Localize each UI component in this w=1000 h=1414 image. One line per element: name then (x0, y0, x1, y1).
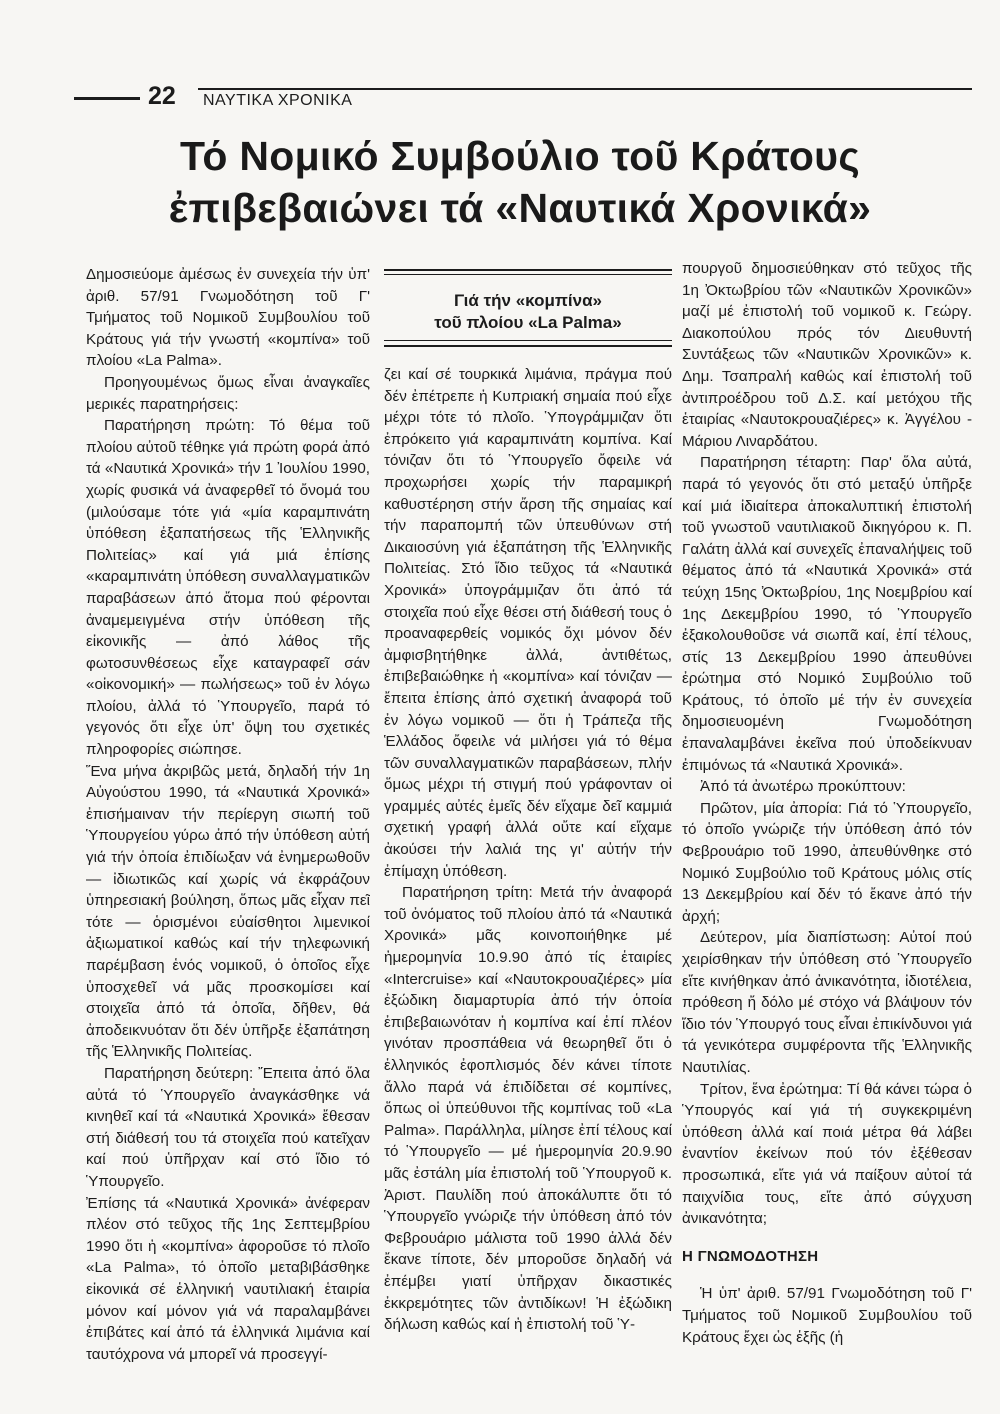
column-2-body (384, 364, 672, 1336)
paragraph: Παρατήρηση δεύτερη: Ἔπειτα ἀπό ὅλα αὐτά τό Ὑπουργεῖο ἀναγκάσθηκε νά κινηθεῖ καί τά «Ναυτικά Χρονικά» ἔθεσαν στή διάθεσή του τά στοιχεῖα πού κατεῖχαν καί πού ὑπῆρχαν καί στό ἴδιο τό Ὑπουργεῖο. (86, 1064, 370, 1190)
subhead-line-1: Γιά τήν «κομπίνα» (454, 291, 602, 310)
paragraph: Ἕνα μήνα ἀκριβῶς μετά, δηλαδή τήν 1η Αὐγούστου 1990, τά «Ναυτικά Χρονικά» ἐπισήμαιναν τήν περίεργη σιωπή τοῦ Ὑπουργείου γύρω ἀπό τήν ὑπόθεση αὐτή γιά τήν ὁποία ἐπιδίωξαν νά ἐνημερωθοῦν — ἰδιωτικῶς καί χωρίς νά ἐκφράζουν ὑπηρεσιακή βούληση, ὅπως μᾶς εἶχαν πεῖ τότε — ὁρισμένοι εὐαίσθητοι λιμενικοί ἀξιωματικοί καθώς καί τήν τηλεφωνική παρέμβαση ἑνός νομικοῦ, ὁ ὁποῖος εἶχε ὑποσχεθεῖ νά μᾶς προσκομίσει καί στοιχεῖα ἀπό τά ὁποῖα, δῆθεν, θά ἀποδεικνυόταν ὅτι δέν ὑπῆρξε ἐξαπάτηση τῆς Ἑλληνικῆς Πολιτείας. (86, 762, 370, 1061)
paragraph: Παρατήρηση τέταρτη: Παρ' ὅλα αὐτά, παρά τό γεγονός ὅτι στό μεταξύ ὑπῆρξε καί μιά ἰδιαίτερα ἀποκαλυπτική ἐπιστολή τοῦ γνωστοῦ ναυτιλιακοῦ δικηγόρου κ. Π. Γαλάτη ἀλλά καί συνεχεῖς ἐπαναλήψεις τοῦ θέματος ἀπό τά «Ναυτικά Χρονικά» στά τεύχη 15ης Ὀκτωβρίου, 1ης Νοεμβρίου καί 1ης Δεκεμβρίου 1990, τό Ὑπουργεῖο ἐξακολουθοῦσε νά σιωπᾶ καί, ἐπί τέλους, στίς 13 Δεκεμβρίου 1990 ἀπευθύνει ἐρώτημα στό Νομικό Συμβούλιο τοῦ Κράτους, τό ὁποῖο μέ τήν ἐν συνεχεία δημοσιευομένη Γνωμοδότηση ἐπαναλαμβάνει ἐκεῖνα πού ὑποδείκνυαν ἐπιμόνως τά «Ναυτικά Χρονικά». (682, 454, 972, 774)
subhead-rule (384, 274, 672, 275)
paragraph: Δημοσιεύομε ἀμέσως ἐν συνεχεία τήν ὑπ' ἀριθ. 57/91 Γνωμοδότηση τοῦ Γ' Τμήματος τοῦ Νομικοῦ Συμβουλίου τοῦ Κράτους γιά τήν γνωστή «κομπίνα» τοῦ πλοίου «La Palma». (86, 266, 370, 370)
paragraph: Παρατήρηση τρίτη: Μετά τήν ἀναφορά τοῦ ὀνόματος τοῦ πλοίου ἀπό τά «Ναυτικά Χρονικά» μᾶς κοινοποιήθηκε μέ ἡμερομηνία 10.9.90 ἀπό τίς ἑταιρίες «Intercruise» καί «Ναυτοκρουαζιέρες» μία ἐξώδικη διαμαρτυρία ἀπό τήν ὁποία ἐπιβεβαιωνόταν ἡ κομπίνα καί ἐπί πλέον γινόταν προσπάθεια νά θεωρηθεῖ ὅτι ὁ ἑλληνικός ἐφοπλισμός δέν κάνει τίποτε ἄλλο παρά νά ἐπιδίδεται σέ κομπίνες, ὅπως οἱ ὑπεύθυνοι τῆς κομπίνας τοῦ «La Palma». Παράλληλα, μίλησε ἐπί τέλους καί τό Ὑπουργεῖο — μέ ἡμερομηνία 20.9.90 μᾶς ἐστάλη μία ἐπιστολή τοῦ Ὑπουργοῦ κ. Ἀριστ. Παυλίδη πού ἀποκάλυπτε ὅτι τό Ὑπουργεῖο γνώριζε τήν ὑπόθεση ἀπό τόν Φεβρουάριο μάλιστα τοῦ 1990 ἀλλά δέν ἔκανε τίποτε, δέν μποροῦσε δηλαδή νά ἐπέμβει γιατί ὑπῆρχαν δικαστικές ἐκκρεμότητες τῶν ἀντιδίκων! Ἡ ἐξώδικη δήλωση καθώς καί ἡ ἐπιστολή τοῦ Ὑ- (384, 884, 672, 1334)
publication-name: ΝΑΥΤΙΚΑ ΧΡΟΝΙΚΑ (203, 92, 353, 109)
paragraph: Ἀπό τά ἀνωτέρω προκύπτουν: (700, 778, 906, 796)
article-headline (150, 130, 890, 234)
paragraph: Προηγουμένως ὅμως εἶναι ἀναγκαῖες μερικές παρατηρήσεις: (86, 373, 370, 413)
page-number: 22 (148, 82, 176, 110)
header-rule (198, 88, 972, 90)
subhead-line-2: τοῦ πλοίου «La Palma» (434, 313, 622, 332)
column-2 (384, 264, 672, 1414)
paragraph: Ἐπίσης τά «Ναυτικά Χρονικά» ἀνέφεραν πλέον στό τεῦχος τῆς 1ης Σεπτεμβρίου 1990 ὅτι ἡ «κομπίνα» ἀφοροῦσε τό πλοῖο «La Palma», τό ὁποῖο μεταβιβάσθηκε εἰκονικά σέ ἑλληνική ναυτιλιακή ἑταιρία μόνον καί μόνον γιά νά παραλαμβάνει ἐπιβάτες καί ἀπό τά ἑλληνικά λιμάνια καί ταυτόχρονα νά μπορεῖ νά προσεγγί- (86, 1194, 370, 1363)
paragraph: Παρατήρηση πρώτη: Τό θέμα τοῦ πλοίου αὐτοῦ τέθηκε γιά πρώτη φορά ἀπό τά «Ναυτικά Χρονικά» τήν 1 Ἰουλίου 1990, χωρίς φυσικά νά ἀναφερθεῖ τό ὄνομά του (μιλούσαμε τότε γιά «μία καραμπινάτη ὑπόθεση ἐξαπατήσεως τῆς Ἑλληνικῆς Πολιτείας» καί γιά μιά ἐπίσης «καραμπινάτη ὑπόθεση συναλλαγματικῶν παραβάσεων ἀπό ἄτομα πού φέρονται ἀναμεμειγμένα στήν ὑπόθεση τῆς εἰκονικῆς — ἀπό λάθος τῆς φωτοσυνθέσεως εἶχε καταγραφεῖ σάν «οἰκονομική» — πωλήσεως» τοῦ ἐν λόγω πλοίου, ἀλλά τό Ὑπουργεῖο, παρά τό γεγονός ὅτι εἶχε ὑπ' ὄψη του σχετικές πληροφορίες σιώπησε. (86, 417, 370, 759)
paragraph: Ἡ ὑπ' ἀριθ. 57/91 Γνωμοδότηση τοῦ Γ' Τμήματος τοῦ Νομικοῦ Συμβουλίου τοῦ Κράτους ἔχει ὡς ἑξῆς (ἡ (682, 1285, 972, 1346)
paragraph: πουργοῦ δημοσιεύθηκαν στό τεῦχος τῆς 1η Ὀκτωβρίου τῶν «Ναυτικῶν Χρονικῶν» μαζί μέ ἐπιστολή τοῦ νομικοῦ κ. Γεώργ. Διακοπούλου πρός τόν Διευθυντή Συντάξεως τῶν «Ναυτικῶν Χρονικῶν» κ. Δημ. Τσαπραλή καθώς καί ἐπιστολή τοῦ ἀντιπροέδρου τοῦ Δ.Σ. καί μετόχου τῆς ἑταιρίας «Ναυτοκρουαζιέρες» κ. Ἀγγέλου - Μάριου Λιναρδάτου. (682, 260, 972, 450)
paragraph: ζει καί σέ τουρκικά λιμάνια, πράγμα πού δέν ἐπέτρεπε ἡ Κυπριακή σημαία πού εἶχε μέχρι τότε τό πλοῖο. Ὑπογράμμιζαν ὅτι ἐπρόκειτο γιά καραμπινάτη κομπίνα. Καί τόνιζαν ὅτι τό Ὑπουργεῖο ὄφειλε νά προχωρήσει χωρίς τήν παραμικρή καθυστέρηση στήν ἄρση τῆς σημαίας καί τήν παραπομπή τῶν ὑπευθύνων στή Δικαιοσύνη γιά ἐξαπάτηση τῆς Ἑλληνικῆς Πολιτείας. Στό ἴδιο τεῦχος τά «Ναυτικά Χρονικά» ὑπογράμμιζαν ὅτι ἀπό τά στοιχεῖα πού εἶχε θέσει στή διάθεσή τους ὁ προαναφερθείς νομικός ὄχι μόνον δέν ἀμφισβητήθηκε ἀλλά, ἀντιθέτως, ἐπιβεβαιώθηκε ἡ «κομπίνα» καί τόνιζαν — ἔπειτα ἐπίσης ἀπό σχετική ἀναφορά τοῦ ἐν λόγω νομικοῦ — ὅτι ἡ Τράπεζα τῆς Ἑλλάδος ὄφειλε νά μιλήσει γιά τό θέμα τῶν συναλλαγματικῶν παραβάσεων, πλήν ὅμως μέχρι τή στιγμή πού γράφονταν οἱ γραμμές αὐτές ἐμεῖς δέν εἴχαμε δεῖ καμμιά σχετική γραφή ἀλλά οὔτε καί εἴχαμε ἀκούσει τήν λαλιά της γι' αὐτήν τήν ἐπίμαχη ὑπόθεση. (384, 366, 672, 880)
column-3 (682, 258, 972, 1408)
subhead-rule (384, 269, 672, 271)
paragraph: Πρῶτον, μία ἀπορία: Γιά τό Ὑπουργεῖο, τό ὁποῖο γνώριζε τήν ὑπόθεση ἀπό τόν Φεβρουάριο τοῦ 1990, ἀπευθύνθηκε στό Νομικό Συμβούλιο τοῦ Κράτους μόλις στίς 13 Δεκεμβρίου καί δέν τό ἔκανε ἀπό τήν ἀρχή; (682, 799, 972, 925)
header-rule-left (74, 97, 140, 100)
paragraph: Τρίτον, ἕνα ἐρώτημα: Τί θά κάνει τώρα ὁ Ὑπουργός καί γιά τή συγκεκριμένη ὑπόθεση ἀλλά καί ποιά μέτρα θά λάβει ἐναντίον ἐκείνων πού τόν ἐξέθεσαν προσωπικά, εἴτε γιά νά παίξουν αὐτοί τά παιχνίδια τους, εἴτε ἀπό σύγχυση ἀνικανότητα; (682, 1080, 972, 1228)
paragraph: Δεύτερον, μία διαπίστωση: Αὐτοί πού χειρίσθηκαν τήν ὑπόθεση στό Ὑπουργεῖο εἴτε κινήθηκαν ἀπό ἀνικανότητα, ἰδιοτέλεια, πρόθεση ἤ δόλο μέ στόχο νά βλάψουν τόν ἴδιο τόν Ὑπουργό τους εἶναι ἐπικίνδυνοι γιά τά γενικότερα συμφέροντα τῆς Ἑλληνικῆς Ναυτιλίας. (682, 929, 972, 1076)
headline-line-2: ἐπιβεβαιώνει τά «Ναυτικά Χρονικά» (168, 185, 872, 231)
column-1 (86, 264, 370, 1414)
headline-line-1: Τό Νομικό Συμβούλιο τοῦ Κράτους (180, 133, 860, 179)
section-heading: Η ΓΝΩΜΟΔΟΤΗΣΗ (682, 1247, 819, 1265)
subhead-rule (384, 345, 672, 347)
subhead-rule (384, 340, 672, 341)
